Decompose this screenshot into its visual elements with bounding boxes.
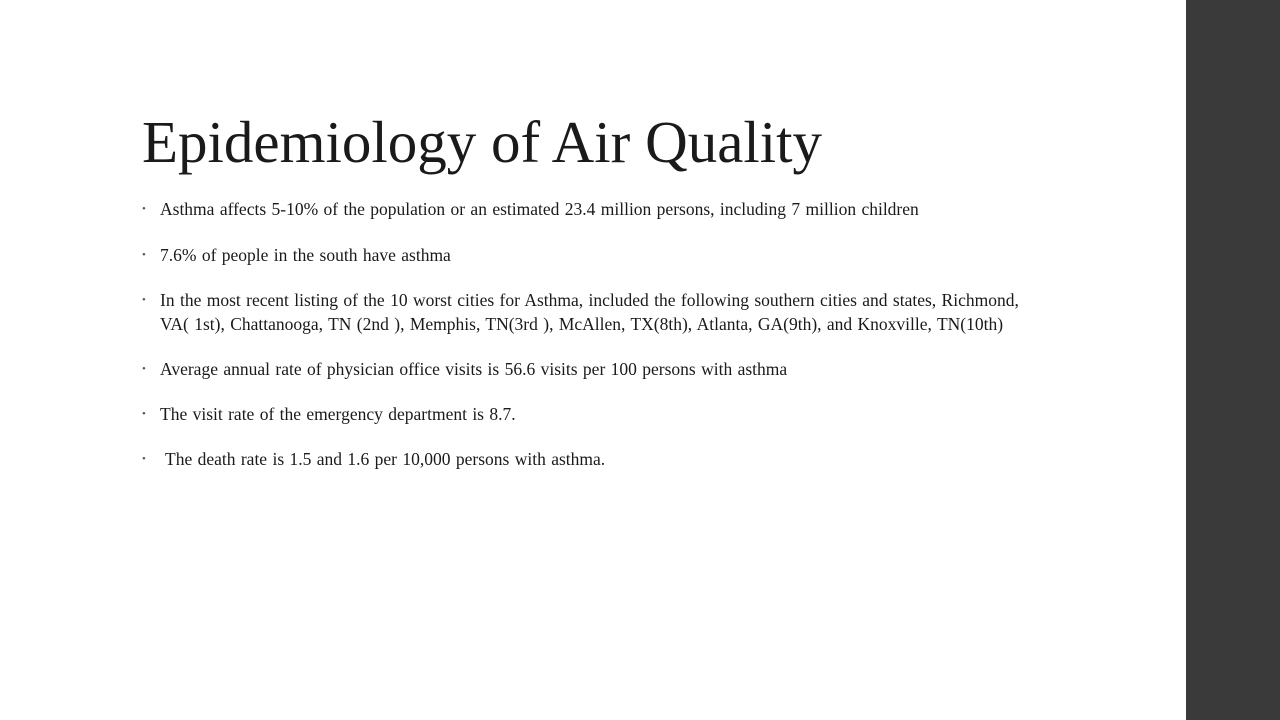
bullet-item-death-rate: [142, 448, 1020, 472]
bullet-text: Asthma affects 5-10% of the population or an estimated 23.4 million persons, including 7 million children: [160, 199, 919, 219]
bullet-text: The visit rate of the emergency department is 8.7.: [160, 403, 516, 424]
bullet-text: The death rate is 1.5 and 1.6 per 10,000 persons with asthma.: [165, 449, 606, 469]
bullet-text: Average annual rate of physician office visits is 56.6 visits per 100 persons with asthma: [160, 359, 788, 379]
bullet-item-office-visits: [142, 358, 1020, 382]
bullet-item-asthma-prevalence: [142, 198, 1020, 222]
sidebar-panel: [1186, 0, 1280, 720]
slide-title: Epidemiology of Air Quality: [142, 109, 823, 175]
bullet-text: 7.6% of people in the south have asthma: [160, 244, 451, 265]
bullet-dot-icon: •: [142, 363, 146, 375]
bullet-item-south-asthma: [142, 244, 1020, 268]
bullet-dot-icon: •: [142, 453, 146, 465]
bullet-item-worst-cities: [142, 289, 1020, 336]
bullet-text: In the most recent listing of the 10 worst cities for Asthma, included the following southern cities and states, Richmond, VA( 1st), Chattanooga, TN (2nd ), Memphis, TN(3rd ), McAllen, TX(8th), Atlanta, GA(9th), and Knoxville, TN(10th): [160, 290, 1019, 334]
bullet-dot-icon: •: [142, 407, 146, 420]
bullet-dot-icon: •: [142, 294, 146, 306]
bullet-list: [142, 198, 1020, 494]
bullet-dot-icon: •: [142, 248, 146, 261]
bullet-dot-icon: •: [142, 203, 146, 215]
bullet-item-emergency-visits: [142, 403, 1020, 427]
